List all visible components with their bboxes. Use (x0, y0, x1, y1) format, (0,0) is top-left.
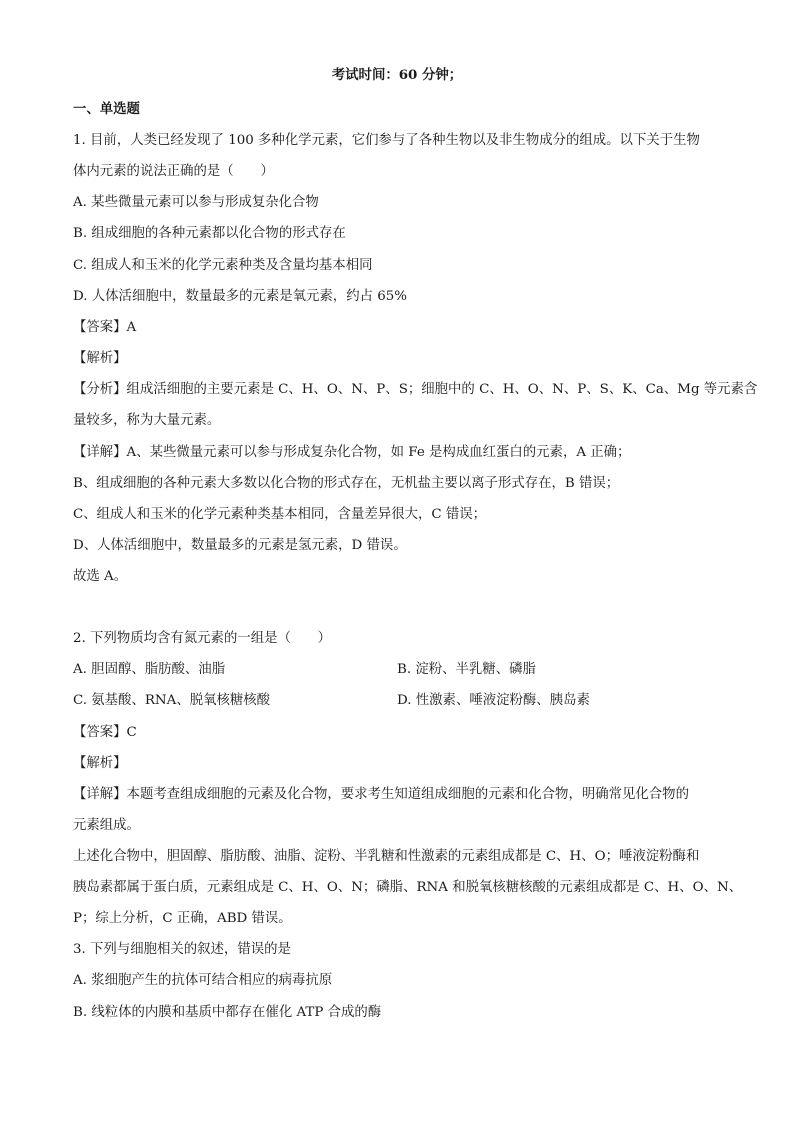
q2-detail-line5: P；综上分析，C 正确，ABD 错误。 (73, 911, 292, 926)
q1-answer: 【答案】A (73, 320, 137, 335)
q3-stem: 3. 下列与细胞相关的叙述，错误的是 (73, 942, 291, 957)
q1-analysis-label: 【解析】 (73, 351, 127, 366)
q2-stem: 2. 下列物质均含有氮元素的一组是（ ） (73, 631, 332, 646)
q1-option-c: C. 组成人和玉米的化学元素种类及含量均基本相同 (73, 258, 373, 273)
q1-detail-b: B、组成细胞的各种元素大多数以化合物的形式存在，无机盐主要以离子形式存在，B 错误； (73, 476, 620, 491)
q1-option-b: B. 组成细胞的各种元素都以化合物的形式存在 (73, 226, 346, 241)
q1-stem-line1: 1. 目前，人类已经发现了 100 多种化学元素，它们参与了各种生物以及非生物成分的组成。以下关于生物 (73, 133, 700, 148)
q2-detail-line4: 胰岛素都属于蛋白质，元素组成是 C、H、O、N；磷脂、RNA 和脱氧核糖核酸的元素组成都是 C、H、O、N、 (73, 880, 743, 895)
q2-option-d: D. 性激素、唾液淀粉酶、胰岛素 (397, 693, 590, 708)
q1-detail-a: 【详解】A、某些微量元素可以参与形成复杂化合物，如 Fe 是构成血红蛋白的元素，A 正确； (73, 445, 631, 460)
section-title: 一、单选题 (73, 101, 140, 117)
q1-option-d: D. 人体活细胞中，数量最多的元素是氧元素，约占 65% (73, 289, 407, 304)
q1-conclusion: 故选 A。 (73, 569, 128, 584)
q1-analysis-line2: 量较多，称为大量元素。 (73, 413, 221, 428)
q2-option-c: C. 氨基酸、RNA、脱氧核糖核酸 (73, 693, 271, 708)
q1-detail-c: C、组成人和玉米的化学元素种类基本相同，含量差异很大，C 错误； (73, 507, 487, 522)
q2-analysis-label: 【解析】 (73, 756, 127, 771)
q2-answer: 【答案】C (73, 725, 137, 740)
q2-detail-line1: 【详解】本题考查组成细胞的元素及化合物，要求考生知道组成细胞的元素和化合物，明确常见化合物的 (73, 787, 689, 802)
q1-stem-line2: 体内元素的说法正确的是（ ） (73, 164, 274, 179)
q1-detail-d: D、人体活细胞中，数量最多的元素是氢元素，D 错误。 (73, 538, 407, 553)
q1-option-a: A. 某些微量元素可以参与形成复杂化合物 (73, 195, 319, 210)
q2-detail-line2: 元素组成。 (73, 818, 140, 833)
q3-option-b: B. 线粒体的内膜和基质中都存在催化 ATP 合成的酶 (73, 1005, 382, 1020)
q3-option-a: A. 浆细胞产生的抗体可结合相应的病毒抗原 (73, 973, 333, 988)
q2-option-a: A. 胆固醇、脂肪酸、油脂 (73, 662, 226, 677)
q1-analysis-line1: 【分析】组成活细胞的主要元素是 C、H、O、N、P、S；细胞中的 C、H、O、N、P、S、K、Ca、Mg 等元素含 (73, 382, 758, 397)
exam-time-header: 考试时间：60 分钟； (331, 67, 463, 83)
q2-option-b: B. 淀粉、半乳糖、磷脂 (397, 662, 536, 677)
q2-detail-line3: 上述化合物中，胆固醇、脂肪酸、油脂、淀粉、半乳糖和性激素的元素组成都是 C、H、O；唾液淀粉酶和 (73, 849, 700, 864)
